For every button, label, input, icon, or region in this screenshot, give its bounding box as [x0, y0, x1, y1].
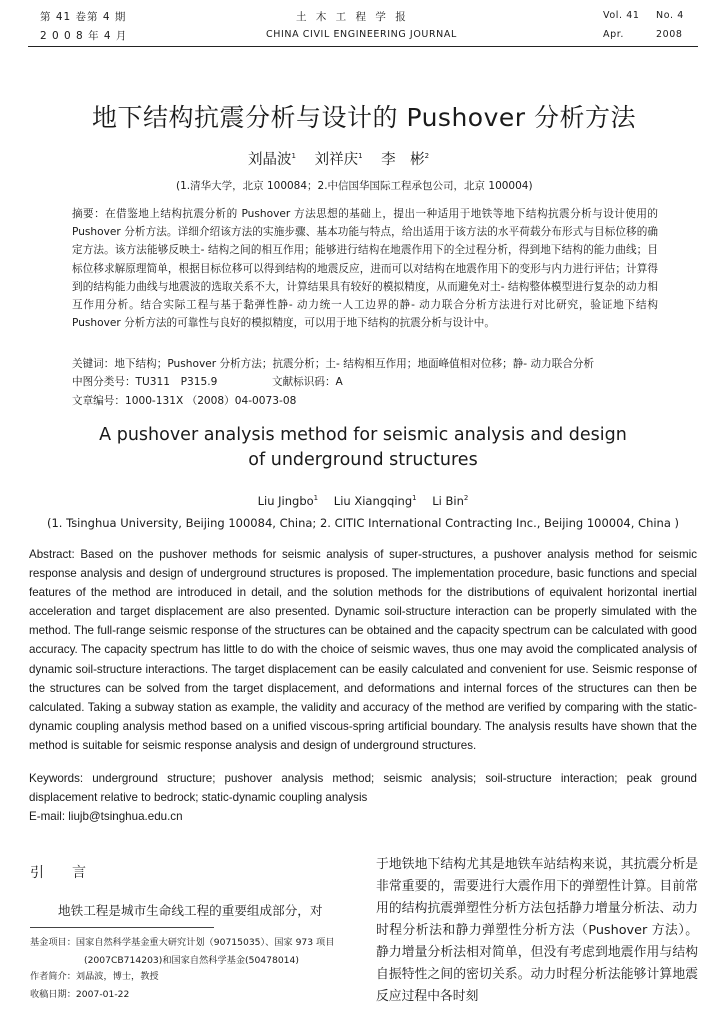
author-en: Li Bin: [432, 494, 464, 508]
affiliation-cn: (1.清华大学，北京 100084；2.中信国华国际工程承包公司，北京 100004): [176, 180, 533, 192]
author-en-affil: 1: [412, 494, 417, 503]
author-en-affil: 1: [313, 494, 319, 503]
title-en-line1: A pushover analysis method for seismic analysis and design: [99, 425, 627, 445]
footnote-fund-line1: 基金项目：国家自然科学基金重大研究计划（90715035）、国家 973 项目: [30, 937, 335, 948]
header-year: 2008: [656, 29, 683, 40]
header-vol: Vol. 41: [603, 10, 640, 21]
intro-right-text: 于地铁地下结构尤其是地铁车站结构来说，其抗震分析是非常重要的，需要进行大震作用下的弹塑性计算。目前常用的结构抗震弹塑性分析方法包括静力增量分析法、动力时程分析法和静力弹塑性分析方法（Pushover 方法）。静力增量分析法相对简单，但没有考虑到地震作用与结构自振特性之间的密切关系。动力时程分析法能够计算地震反应过程中各时刻: [376, 857, 698, 1004]
footnote-author-intro: 作者简介：刘晶波，博士，教授: [30, 971, 159, 982]
author-en-affil: 2: [463, 494, 469, 503]
abstract-cn: 摘要：在借鉴地上结构抗震分析的 Pushover 方法思想的基础上，提出一种适用于地铁等地下结构抗震分析与设计使用的 Pushover 分析方法。详细介绍该方法的实施步骤、基本功能与特点，给出适用于该方法的水平荷载分布形式与目标位移的确定方法。该方法能够反映土- 结构之间的相互作用；能够进行结构在地震作用下的全过程分析，得到地下结构的能力曲线；目标位移求解原理简单，根据目标位移可以得到结构的地震反应，进而可以对结构在地震作用下的变形与内力进行评估；计算得到的结构能力曲线与地震波的选取关系不大，计算结果具有较好的模拟精度，从而避免对土- 结构整体模型进行复杂的动力相互作用分析。结合实际工程与基于黏弹性静- 动力统一人工边界的静- 动力联合分析方法进行对比研究，验证地下结构 Pushover 分析方法的可靠性与良好的模拟精度，可以用于地下结构的抗震分析与设计中。: [72, 208, 658, 330]
page-title-cn: 地下结构抗震分析与设计的 Pushover 分析方法: [92, 103, 636, 132]
footnote-received: 收稿日期：2007-01-22: [30, 989, 130, 1000]
intro-left-text: 地铁工程是城市生命线工程的重要组成部分，对: [58, 903, 323, 918]
clc-number: 中图分类号：TU311 P315.9: [72, 376, 218, 388]
author-cn-affil: 2: [424, 152, 430, 161]
header-month: Apr.: [603, 29, 624, 40]
article-number: 文章编号：1000-131X （2008）04-0073-08: [72, 395, 297, 407]
author-en: Liu Xiangqing: [333, 494, 413, 508]
author-cn-affil: 1: [358, 152, 363, 161]
header-no: No. 4: [656, 10, 684, 21]
author-en: Liu Jingbo: [257, 494, 314, 508]
section-heading-introduction: 引 言: [30, 865, 86, 881]
author-cn-affil: 1: [291, 152, 296, 161]
header-journal-en: CHINA CIVIL ENGINEERING JOURNAL: [266, 29, 457, 40]
keywords-en: Keywords: underground structure; pushover analysis method; seismic analysis; soil-structure interaction; peak ground displacement relative to bedrock; static-dynamic coupling analysis: [29, 772, 697, 805]
authors-cn: [248, 148, 429, 169]
email-en: E-mail: liujb@tsinghua.edu.cn: [29, 810, 183, 823]
author-cn: 刘祥庆: [314, 152, 359, 168]
authors-en: [0, 494, 726, 508]
author-cn: 刘晶波: [248, 152, 292, 168]
header-journal-cn: 土 木 工 程 学 报: [296, 11, 409, 23]
header-volume: 第 41 卷第 4 期: [40, 11, 127, 23]
footnote-rule: [30, 927, 214, 928]
title-en-line2: of underground structures: [248, 450, 478, 470]
author-cn: 李 彬: [381, 152, 425, 168]
header-rule: [28, 46, 698, 47]
affiliation-en: (1. Tsinghua University, Beijing 100084, China; 2. CITIC International Contracting Inc., Beijing 100004, China ): [46, 516, 680, 530]
footnote-fund-line2: (2007CB714203)和国家自然科学基金(50478014): [84, 955, 299, 966]
keywords-cn: 关键词：地下结构；Pushover 分析方法；抗震分析；土- 结构相互作用；地面峰值相对位移；静- 动力联合分析: [72, 358, 595, 370]
document-code: 文献标识码：A: [272, 376, 343, 388]
header-date: 2 0 0 8 年 4 月: [40, 30, 128, 42]
abstract-en: Abstract: Based on the pushover methods for seismic analysis of super-structures, a pushover analysis method for seismic response analysis and design of underground structures is proposed. The implementation procedure, basic functions and special features of the method are introduced in detail, and the solution methods for the distributions of equivalent horizontal inertial acceleration and target displacement are also presented. Dynamic soil-structure interaction can be properly simulated with the method. The full-range seismic response of the structures can be obtained and the capacity spectrum can be calculated with good accuracy. The capacity spectrum has little to do with the choice of seismic waves, thus one may avoid the complicated analysis of dynamic soil-structure interactions. The target displacement can be easily calculated and convenient for use. Seismic response of the structures can be solved from the target displacement, and deformations and internal forces of the structures can then be calculated. Taking a subway station as example, the validity and accuracy of the method are verified by comparing with the static-dynamic coupling analysis method based on a unified viscous-spring artificial boundary. The analysis results have shown that the method is suitable for seismic response analysis and design of underground structures.: [29, 548, 697, 752]
